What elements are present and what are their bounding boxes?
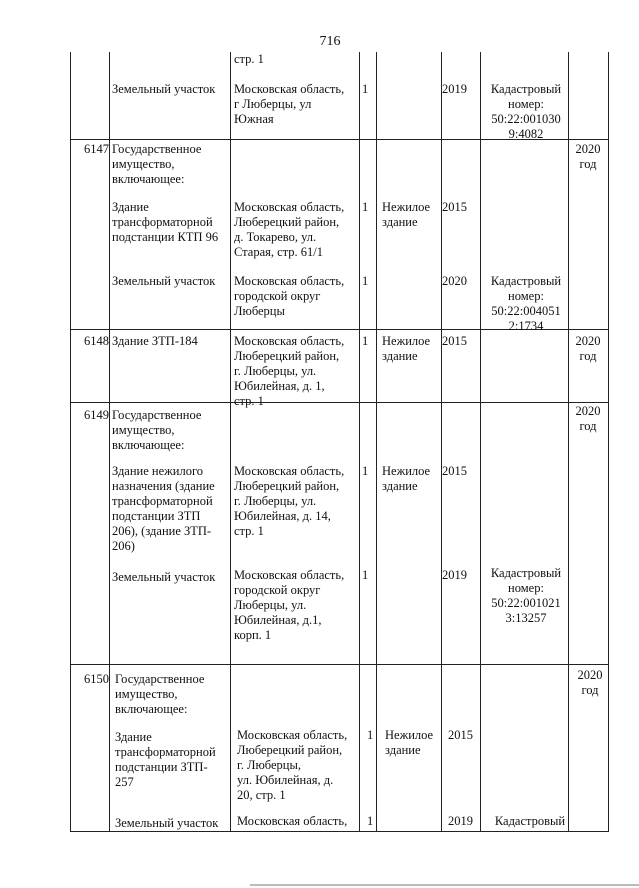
table-cell: Кадастровый номер: 50:22:004051 2:1734 — [490, 274, 562, 333]
table-cell: 2015 — [442, 464, 467, 478]
table-cell: 2019 — [448, 814, 473, 828]
table-cell: 2020 — [442, 274, 467, 288]
table-cell: Здание ЗТП-184 — [112, 334, 198, 348]
column-divider-qty — [376, 52, 377, 832]
table-border-right — [608, 52, 609, 832]
table-cell: 6149 — [84, 408, 109, 422]
table-cell: Нежилое здание — [385, 728, 434, 757]
table-cell: 1 — [362, 200, 369, 214]
table-cell: 6150 — [84, 672, 109, 686]
table-cell: 1 — [367, 728, 374, 742]
table-cell: 1 — [362, 334, 369, 348]
table-cell: Нежилое здание — [382, 200, 431, 229]
table-cell: 1 — [367, 814, 374, 828]
table-cell: Здание трансформаторной подстанции КТП 96 — [112, 200, 219, 244]
page-number: 716 — [319, 34, 341, 49]
table-cell: Кадастровый — [494, 814, 566, 828]
table-border-left — [70, 52, 71, 832]
table-cell: Московская область, городской округ Люберцы — [234, 274, 345, 318]
column-divider-year — [480, 52, 481, 832]
table-cell: Здание трансформаторной подстанции ЗТП- 257 — [115, 730, 216, 789]
scan-edge-line — [250, 884, 639, 886]
table-cell: 2020 год — [575, 142, 601, 171]
table-cell: 2019 — [442, 82, 467, 96]
table-cell: Земельный участок — [115, 816, 219, 830]
row-divider — [70, 664, 609, 665]
table-cell: 2019 — [442, 568, 467, 582]
table-cell: Нежилое здание — [382, 334, 431, 363]
table-cell: 6147 — [84, 142, 109, 156]
table-cell: Здание нежилого назначения (здание трансформаторной подстанции ЗТП 206), (здание ЗТП- 206) — [112, 464, 215, 553]
table-cell: 2020 год — [575, 404, 601, 433]
table-cell: Земельный участок — [112, 82, 216, 96]
table-cell: Московская область, Люберецкий район, г. Люберцы, ул. Юбилейная, д. 20, стр. 1 — [237, 728, 348, 802]
table-cell: Московская область, городской округ Люберцы, ул. Юбилейная, д.1, корп. 1 — [234, 568, 345, 642]
table-cell: 2015 — [448, 728, 473, 742]
table-cell: Московская область, Люберецкий район, д. Токарево, ул. Старая, стр. 61/1 — [234, 200, 345, 259]
table-cell: 1 — [362, 82, 369, 96]
table-cell: 1 — [362, 274, 369, 288]
table-cell: Государственное имущество, включающее: — [112, 408, 202, 452]
table-cell: 2020 год — [577, 668, 603, 697]
column-divider-type — [441, 52, 442, 832]
table-cell: 1 — [362, 568, 369, 582]
table-cell: Государственное имущество, включающее: — [112, 142, 202, 186]
table-cell: Московская область, Люберецкий район, г. Люберцы, ул. Юбилейная, д. 1, стр. 1 — [234, 334, 345, 408]
table-cell: 2015 — [442, 200, 467, 214]
table-cell: 2020 год — [575, 334, 601, 363]
table-cell: 1 — [362, 464, 369, 478]
table-border-bottom — [70, 831, 609, 832]
table-cell: Московская область, г Люберцы, ул Южная — [234, 82, 345, 126]
table-cell: Государственное имущество, включающее: — [115, 672, 205, 716]
table-cell: Нежилое здание — [382, 464, 431, 493]
column-divider-number — [109, 52, 110, 832]
column-divider-cadastral — [568, 52, 569, 832]
table-cell: Московская область, — [237, 814, 348, 828]
column-divider-address — [359, 52, 360, 832]
table-cell: Московская область, Люберецкий район, г. Люберцы, ул. Юбилейная, д. 14, стр. 1 — [234, 464, 345, 538]
table-cell: Кадастровый номер: 50:22:001021 3:13257 — [490, 566, 562, 625]
table-cell: Земельный участок — [112, 570, 216, 584]
table-cell: Кадастровый номер: 50:22:001030 9:4082 — [490, 82, 562, 141]
table-cell: стр. 1 — [234, 52, 264, 66]
property-table — [70, 52, 609, 832]
table-cell: Земельный участок — [112, 274, 216, 288]
table-cell: 2015 — [442, 334, 467, 348]
table-cell: 6148 — [84, 334, 109, 348]
